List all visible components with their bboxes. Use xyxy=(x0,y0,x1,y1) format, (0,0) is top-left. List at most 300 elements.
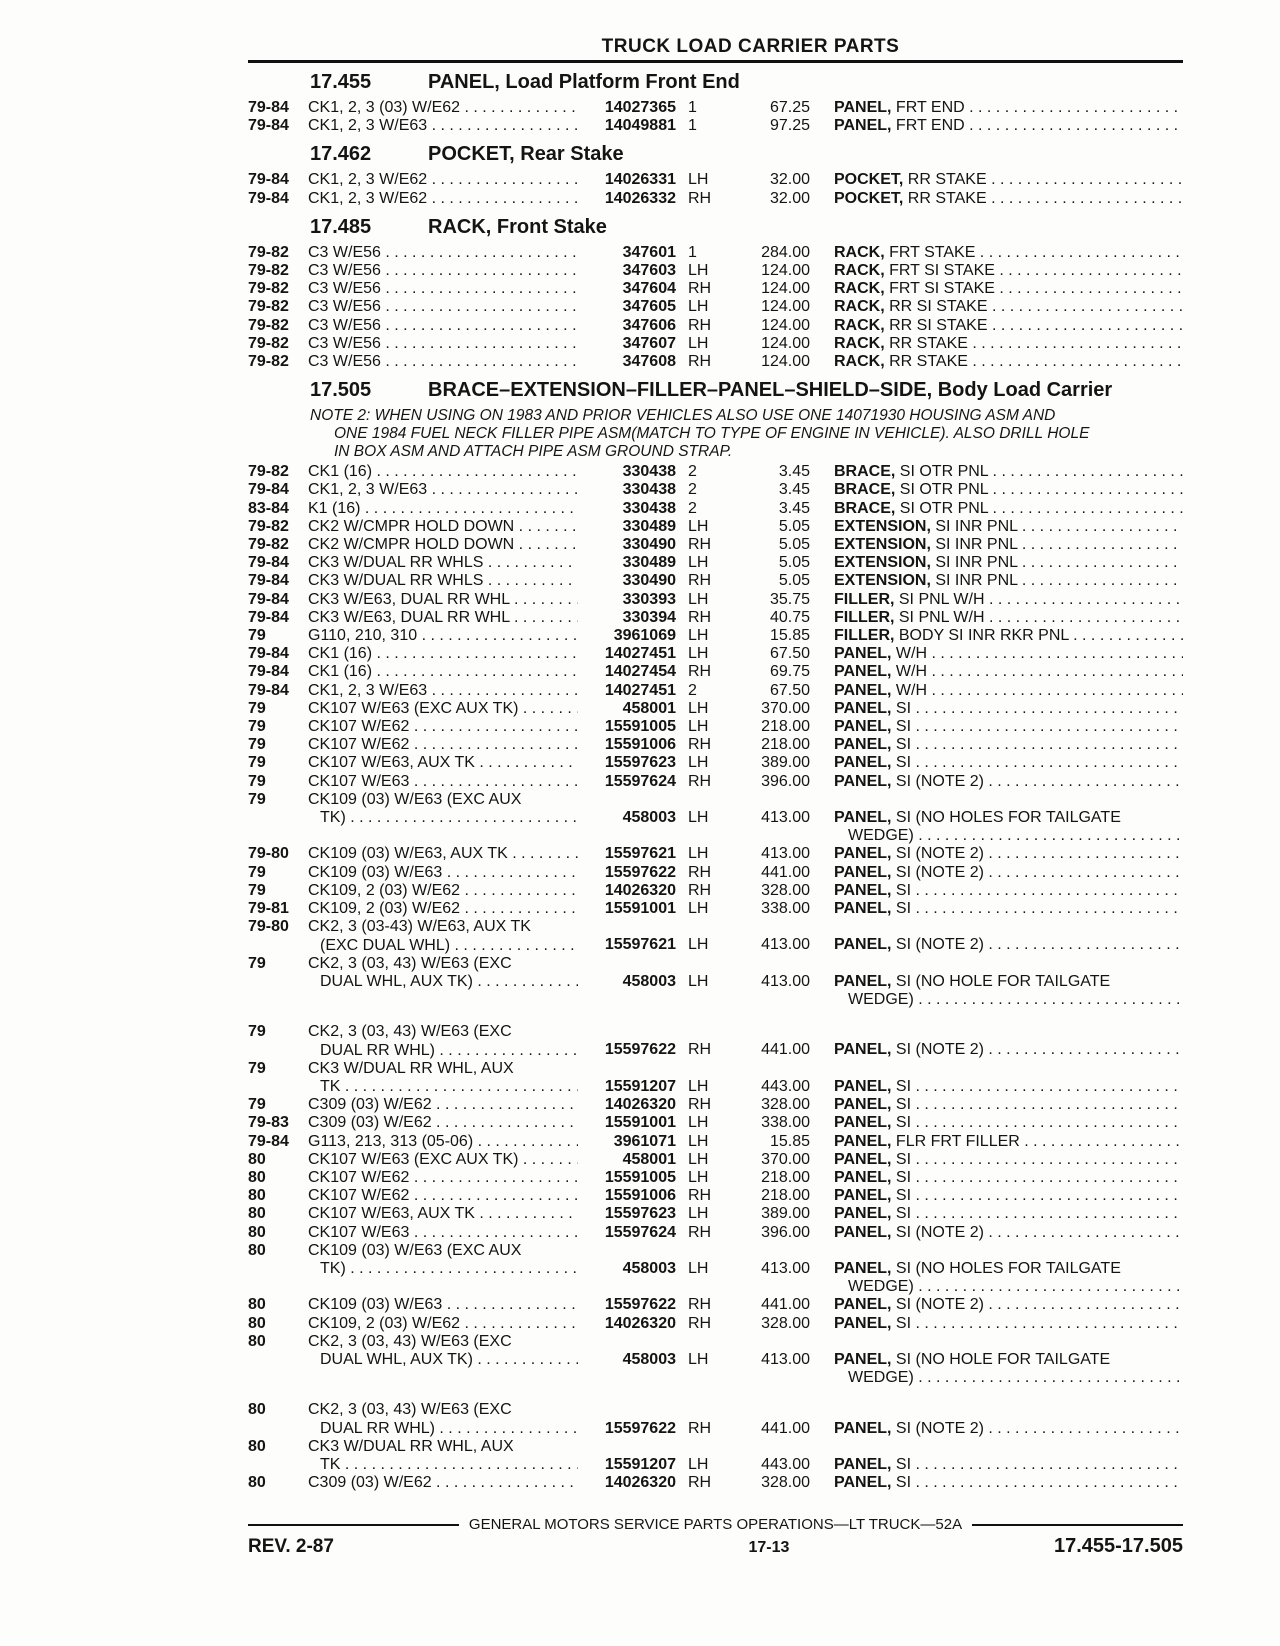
part-name-detail: SI xyxy=(891,1314,912,1332)
part-name xyxy=(810,190,1183,208)
quantity-side: RH xyxy=(688,189,712,207)
parts-row xyxy=(248,754,1183,772)
part-name-keyword: FILLER, xyxy=(834,608,895,626)
part-name xyxy=(810,518,1183,536)
part-number: 330490 xyxy=(622,572,676,590)
section-title xyxy=(428,71,1183,94)
part-number: 14027451 xyxy=(604,681,676,699)
part-number: 15597621 xyxy=(604,845,676,863)
part-name-line xyxy=(834,99,1183,117)
part-name-detail: SI (NOTE 2) xyxy=(891,1419,984,1437)
model-years: 79-84 xyxy=(248,99,289,116)
catalog-page xyxy=(248,36,1183,1492)
price: 15.85 xyxy=(769,627,810,645)
application-line-continued: TK) . . . xyxy=(308,809,578,827)
part-name-detail: SI xyxy=(891,1168,912,1186)
model-years: 80 xyxy=(248,1150,266,1168)
section-number: 17.462 xyxy=(310,143,372,166)
application-description xyxy=(308,353,578,371)
model-years: 80 xyxy=(248,1241,266,1259)
part-name-keyword: PANEL, xyxy=(834,1455,892,1473)
part-number: 15591001 xyxy=(604,900,676,918)
part-name xyxy=(810,591,1183,609)
price: 97.25 xyxy=(769,117,810,135)
application-line: CK107 W/E63, AUX TK . . . xyxy=(308,1205,578,1222)
application-line: CK2 W/CMPR HOLD DOWN . . . xyxy=(308,536,578,553)
parts-row xyxy=(248,518,1183,536)
part-name-line xyxy=(834,1114,1183,1132)
application-line: CK1 (16) . . . xyxy=(308,663,578,680)
application-line: CK2, 3 (03, 43) W/E63 (EXC xyxy=(308,1332,512,1350)
part-number: 3961071 xyxy=(613,1132,676,1150)
part-name-keyword: RACK, xyxy=(834,298,885,316)
quantity-side: LH xyxy=(688,554,709,572)
part-name-detail: SI OTR PNL xyxy=(895,481,989,499)
price: 443.00 xyxy=(761,1455,810,1473)
section-heading xyxy=(248,71,1183,97)
price: 396.00 xyxy=(761,772,810,790)
quantity-side: LH xyxy=(688,262,709,280)
part-name-detail: RR STAKE xyxy=(884,353,968,371)
part-name-line xyxy=(834,117,1183,135)
part-name xyxy=(810,117,1183,135)
part-number: 330438 xyxy=(622,463,676,481)
part-name-keyword: PANEL, xyxy=(834,1096,892,1114)
part-name-detail: BODY SI INR RKR PNL xyxy=(894,627,1069,645)
quantity-side: LH xyxy=(688,627,709,645)
part-number: 15597622 xyxy=(604,1041,676,1059)
application-line: C3 W/E56 . . . xyxy=(308,317,578,334)
model-years: 79-81 xyxy=(248,900,289,918)
application-line-continued: TK) . . . xyxy=(308,1260,578,1278)
parts-row xyxy=(248,1023,1183,1059)
parts-row xyxy=(248,262,1183,280)
model-years: 79-82 xyxy=(248,316,289,334)
section-title xyxy=(428,216,1183,239)
part-name-line xyxy=(834,353,1183,371)
part-name-keyword: RACK, xyxy=(834,262,885,280)
part-name-line xyxy=(834,1151,1183,1169)
model-years: 79 xyxy=(248,881,266,899)
application-description xyxy=(308,1133,578,1151)
part-name-keyword: RACK, xyxy=(834,280,885,298)
part-number: 347606 xyxy=(622,316,676,334)
part-name xyxy=(810,627,1183,645)
part-name xyxy=(810,335,1183,353)
application-line: CK2, 3 (03, 43) W/E63 (EXC xyxy=(308,954,512,972)
part-name-keyword: PANEL, xyxy=(834,663,892,681)
application-description xyxy=(308,1205,578,1223)
part-name xyxy=(810,955,1183,1010)
part-number: 15591006 xyxy=(604,1187,676,1205)
part-name-keyword: PANEL, xyxy=(834,645,892,663)
application-line: CK109 (03) W/E63 . . . xyxy=(308,1296,578,1313)
parts-row xyxy=(248,1187,1183,1205)
footer-publisher: GENERAL MOTORS SERVICE PARTS OPERATIONS—LT TRUCK—52A xyxy=(468,1516,963,1533)
price: 413.00 xyxy=(761,972,810,990)
application-line: C3 W/E56 . . . xyxy=(308,262,578,279)
part-name xyxy=(810,682,1183,700)
application-line: CK107 W/E63, AUX TK . . . xyxy=(308,754,578,771)
quantity-side: RH xyxy=(688,772,712,790)
application-description xyxy=(308,1187,578,1205)
price: 15.85 xyxy=(769,1132,810,1150)
model-years: 79-84 xyxy=(248,117,289,135)
part-name-line xyxy=(834,1169,1183,1187)
title-rule xyxy=(248,60,1183,63)
parts-row xyxy=(248,682,1183,700)
quantity-side: RH xyxy=(688,572,712,590)
parts-row xyxy=(248,280,1183,298)
part-name-line xyxy=(834,572,1183,590)
part-number: 15597624 xyxy=(604,1223,676,1241)
part-name-keyword: PANEL, xyxy=(834,1223,892,1241)
price: 284.00 xyxy=(761,243,810,261)
application-line: CK109 (03) W/E63 . . . xyxy=(308,864,578,881)
price: 3.45 xyxy=(778,499,810,517)
part-name-line xyxy=(834,280,1183,298)
part-name-detail: RR SI STAKE xyxy=(884,298,988,316)
part-name-detail: SI (NO HOLE FOR TAILGATE xyxy=(891,1350,1111,1368)
price: 5.05 xyxy=(778,572,810,590)
part-name xyxy=(810,754,1183,772)
application-description xyxy=(308,317,578,335)
part-name-keyword: PANEL, xyxy=(834,754,892,772)
part-name-detail: SI (NOTE 2) xyxy=(891,772,984,790)
part-name-keyword: PANEL, xyxy=(834,900,892,918)
application-line: C3 W/E56 . . . xyxy=(308,353,578,370)
application-description xyxy=(308,1474,578,1492)
part-name-detail: RR STAKE xyxy=(884,334,968,352)
part-name xyxy=(810,298,1183,316)
section-note xyxy=(248,407,1183,461)
price: 328.00 xyxy=(761,1314,810,1332)
application-line-continued: DUAL RR WHL) . . . xyxy=(308,1042,578,1060)
part-name-keyword: PANEL, xyxy=(834,1187,892,1205)
application-description xyxy=(308,900,578,918)
application-description xyxy=(308,864,578,882)
quantity-side: LH xyxy=(688,1150,709,1168)
part-number: 14026320 xyxy=(604,1474,676,1492)
part-name-line xyxy=(834,700,1183,718)
application-description xyxy=(308,1023,578,1059)
parts-row xyxy=(248,500,1183,518)
quantity-side: LH xyxy=(688,845,709,863)
part-number: 330490 xyxy=(622,536,676,554)
part-name-continued: WEDGE) . . . xyxy=(834,1278,1183,1296)
part-name-keyword: PANEL, xyxy=(834,881,892,899)
part-name-keyword: PANEL, xyxy=(834,1314,892,1332)
part-name xyxy=(810,1474,1183,1492)
parts-row xyxy=(248,791,1183,846)
model-years: 80 xyxy=(248,1296,266,1314)
price: 441.00 xyxy=(761,863,810,881)
parts-row xyxy=(248,572,1183,590)
model-years: 79 xyxy=(248,1096,266,1114)
application-description xyxy=(308,627,578,645)
price: 328.00 xyxy=(761,881,810,899)
application-line: CK1, 2, 3 W/E63 . . . xyxy=(308,117,578,134)
application-line: CK1, 2, 3 (03) W/E62 . . . xyxy=(308,99,578,116)
section-heading xyxy=(248,216,1183,242)
part-name-line xyxy=(834,335,1183,353)
application-line: C309 (03) W/E62 . . . xyxy=(308,1114,578,1131)
parts-row xyxy=(248,1060,1183,1096)
application-description xyxy=(308,791,578,846)
application-line-continued: DUAL RR WHL) . . . xyxy=(308,1420,578,1438)
application-description xyxy=(308,1438,578,1474)
application-line: C309 (03) W/E62 . . . xyxy=(308,1096,578,1113)
part-number: 14049881 xyxy=(604,117,676,135)
section-title-rest: Body Load Carrier xyxy=(932,379,1113,402)
part-name-line xyxy=(834,518,1183,536)
part-name-line xyxy=(834,1205,1183,1223)
model-years: 80 xyxy=(248,1223,266,1241)
section-heading xyxy=(248,379,1183,405)
price: 5.05 xyxy=(778,554,810,572)
parts-row xyxy=(248,1242,1183,1297)
application-line-continued: TK . . . xyxy=(308,1078,578,1096)
part-name-detail: SI (NOTE 2) xyxy=(891,936,984,954)
part-name-detail: SI xyxy=(891,718,912,736)
price: 3.45 xyxy=(778,463,810,481)
part-name-line xyxy=(834,1260,1183,1278)
application-description xyxy=(308,754,578,772)
model-years: 80 xyxy=(248,1205,266,1223)
application-line: C3 W/E56 . . . xyxy=(308,280,578,297)
part-number: 15591207 xyxy=(604,1077,676,1095)
part-name-line xyxy=(834,736,1183,754)
application-line: CK1, 2, 3 W/E62 . . . xyxy=(308,171,578,188)
section-number: 17.485 xyxy=(310,215,372,238)
part-name-line xyxy=(834,754,1183,772)
price: 413.00 xyxy=(761,1350,810,1368)
part-name-keyword: PANEL, xyxy=(834,99,892,116)
price: 338.00 xyxy=(761,1114,810,1132)
section-title xyxy=(428,143,1183,166)
quantity-side: RH xyxy=(688,736,712,754)
part-number: 3961069 xyxy=(613,627,676,645)
part-name-continued: WEDGE) . . . xyxy=(834,991,1183,1009)
parts-row xyxy=(248,536,1183,554)
quantity-side: RH xyxy=(688,1314,712,1332)
part-name-line xyxy=(834,1133,1183,1151)
part-name xyxy=(810,244,1183,262)
quantity-side: LH xyxy=(688,972,709,990)
part-number: 458003 xyxy=(622,809,676,827)
part-number: 347601 xyxy=(622,243,676,261)
application-line: CK107 W/E62 . . . xyxy=(308,736,578,753)
part-name xyxy=(810,882,1183,900)
part-name-detail: SI xyxy=(891,900,912,918)
part-name-keyword: BRACE, xyxy=(834,499,896,517)
part-name-line xyxy=(834,244,1183,262)
application-description xyxy=(308,481,578,499)
price: 218.00 xyxy=(761,736,810,754)
model-years: 80 xyxy=(248,1474,266,1492)
part-name-line xyxy=(834,463,1183,481)
part-name xyxy=(810,663,1183,681)
application-description xyxy=(308,1151,578,1169)
part-number: 14027365 xyxy=(604,99,676,116)
parts-row xyxy=(248,1205,1183,1223)
part-number: 458003 xyxy=(622,972,676,990)
quantity-side: 2 xyxy=(688,481,697,499)
model-years: 79-84 xyxy=(248,481,289,499)
model-years: 83-84 xyxy=(248,499,289,517)
application-line: G110, 210, 310 . . . xyxy=(308,627,578,644)
model-years: 79-82 xyxy=(248,280,289,298)
section-number: 17.455 xyxy=(310,71,372,93)
parts-row xyxy=(248,317,1183,335)
parts-row xyxy=(248,244,1183,262)
quantity-side: 1 xyxy=(688,99,697,116)
part-name-keyword: RACK, xyxy=(834,316,885,334)
parts-row xyxy=(248,1151,1183,1169)
application-line-continued: (EXC DUAL WHL) . . . xyxy=(308,937,578,955)
parts-row xyxy=(248,645,1183,663)
application-line: CK107 W/E62 . . . xyxy=(308,1169,578,1186)
part-name xyxy=(810,1438,1183,1474)
part-name-keyword: EXTENSION, xyxy=(834,517,931,535)
part-name-line xyxy=(834,864,1183,882)
part-name-detail: SI xyxy=(891,1150,912,1168)
part-number: 14026320 xyxy=(604,1096,676,1114)
quantity-side: RH xyxy=(688,353,712,371)
price: 338.00 xyxy=(761,900,810,918)
part-number: 347603 xyxy=(622,262,676,280)
price: 370.00 xyxy=(761,1150,810,1168)
quantity-side: LH xyxy=(688,1350,709,1368)
part-name-keyword: PANEL, xyxy=(834,1259,892,1277)
price: 32.00 xyxy=(769,171,810,189)
section-range: 17.455-17.505 xyxy=(1053,1535,1183,1557)
part-name-line xyxy=(834,1315,1183,1333)
application-line: CK107 W/E63 (EXC AUX TK) . . . xyxy=(308,1151,578,1168)
part-name xyxy=(810,1169,1183,1187)
model-years: 79-84 xyxy=(248,572,289,590)
part-name-detail: SI (NOTE 2) xyxy=(891,845,984,863)
application-description xyxy=(308,335,578,353)
part-name-keyword: PANEL, xyxy=(834,972,892,990)
parts-row xyxy=(248,609,1183,627)
part-name-line xyxy=(834,1187,1183,1205)
parts-row xyxy=(248,1096,1183,1114)
part-name xyxy=(810,1114,1183,1132)
part-name xyxy=(810,1151,1183,1169)
part-name-line xyxy=(834,536,1183,554)
model-years: 79-84 xyxy=(248,608,289,626)
part-name-line xyxy=(834,1474,1183,1492)
part-number: 458003 xyxy=(622,1259,676,1277)
price: 124.00 xyxy=(761,353,810,371)
part-name-line xyxy=(834,1351,1183,1369)
parts-row xyxy=(248,882,1183,900)
part-name xyxy=(810,500,1183,518)
part-name xyxy=(810,1205,1183,1223)
parts-row xyxy=(248,955,1183,1010)
part-name-detail: SI (NO HOLE FOR TAILGATE xyxy=(891,972,1111,990)
application-description xyxy=(308,773,578,791)
part-name-line xyxy=(834,190,1183,208)
quantity-side: 2 xyxy=(688,463,697,481)
part-name-keyword: PANEL, xyxy=(834,1150,892,1168)
part-number: 347608 xyxy=(622,353,676,371)
model-years: 79 xyxy=(248,863,266,881)
part-name-detail: SI (NOTE 2) xyxy=(891,1296,984,1314)
application-line: CK3 W/DUAL RR WHLS . . . xyxy=(308,554,578,571)
model-years: 79-82 xyxy=(248,298,289,316)
part-number: 15597623 xyxy=(604,754,676,772)
part-number: 14026320 xyxy=(604,1314,676,1332)
part-name-detail: SI INR PNL xyxy=(930,554,1018,572)
model-years: 79-84 xyxy=(248,681,289,699)
quantity-side: RH xyxy=(688,1296,712,1314)
model-years: 79-84 xyxy=(248,189,289,207)
part-name-keyword: PANEL, xyxy=(834,1350,892,1368)
part-name-keyword: PANEL, xyxy=(834,681,892,699)
application-line: G113, 213, 313 (05-06) . . . xyxy=(308,1133,578,1150)
parts-row xyxy=(248,900,1183,918)
quantity-side: LH xyxy=(688,900,709,918)
parts-row xyxy=(248,718,1183,736)
application-description xyxy=(308,536,578,554)
model-years: 79 xyxy=(248,790,266,808)
part-name xyxy=(810,645,1183,663)
quantity-side: LH xyxy=(688,754,709,772)
price: 124.00 xyxy=(761,280,810,298)
model-years: 79-80 xyxy=(248,845,289,863)
quantity-side: RH xyxy=(688,1223,712,1241)
part-number: 330489 xyxy=(622,517,676,535)
application-line: C3 W/E56 . . . xyxy=(308,244,578,261)
part-name-line xyxy=(834,481,1183,499)
price: 441.00 xyxy=(761,1296,810,1314)
section-heading xyxy=(248,143,1183,169)
application-description xyxy=(308,99,578,117)
part-name-detail: FRT STAKE xyxy=(884,243,976,261)
application-line: CK3 W/DUAL RR WHLS . . . xyxy=(308,572,578,589)
model-years: 80 xyxy=(248,1168,266,1186)
model-years: 80 xyxy=(248,1314,266,1332)
application-line: CK2 W/CMPR HOLD DOWN . . . xyxy=(308,518,578,535)
model-years: 79 xyxy=(248,718,266,736)
parts-row xyxy=(248,190,1183,208)
application-description xyxy=(308,591,578,609)
price: 328.00 xyxy=(761,1474,810,1492)
quantity-side: LH xyxy=(688,1114,709,1132)
part-name-line xyxy=(834,845,1183,863)
part-name xyxy=(810,918,1183,954)
part-name xyxy=(810,718,1183,736)
part-name xyxy=(810,572,1183,590)
part-name-line xyxy=(834,1096,1183,1114)
application-line: CK109, 2 (03) W/E62 . . . xyxy=(308,1315,578,1332)
part-name-line xyxy=(834,317,1183,335)
price: 40.75 xyxy=(769,608,810,626)
part-name-continued: WEDGE) . . . xyxy=(834,1369,1183,1387)
application-description xyxy=(308,518,578,536)
part-name-detail: SI xyxy=(891,736,912,754)
part-name xyxy=(810,736,1183,754)
application-line: C3 W/E56 . . . xyxy=(308,335,578,352)
parts-row xyxy=(248,1296,1183,1314)
quantity-side: LH xyxy=(688,334,709,352)
quantity-side: LH xyxy=(688,1077,709,1095)
part-name-detail: SI (NO HOLES FOR TAILGATE xyxy=(891,809,1121,827)
part-name-keyword: PANEL, xyxy=(834,1041,892,1059)
model-years: 79 xyxy=(248,1059,266,1077)
